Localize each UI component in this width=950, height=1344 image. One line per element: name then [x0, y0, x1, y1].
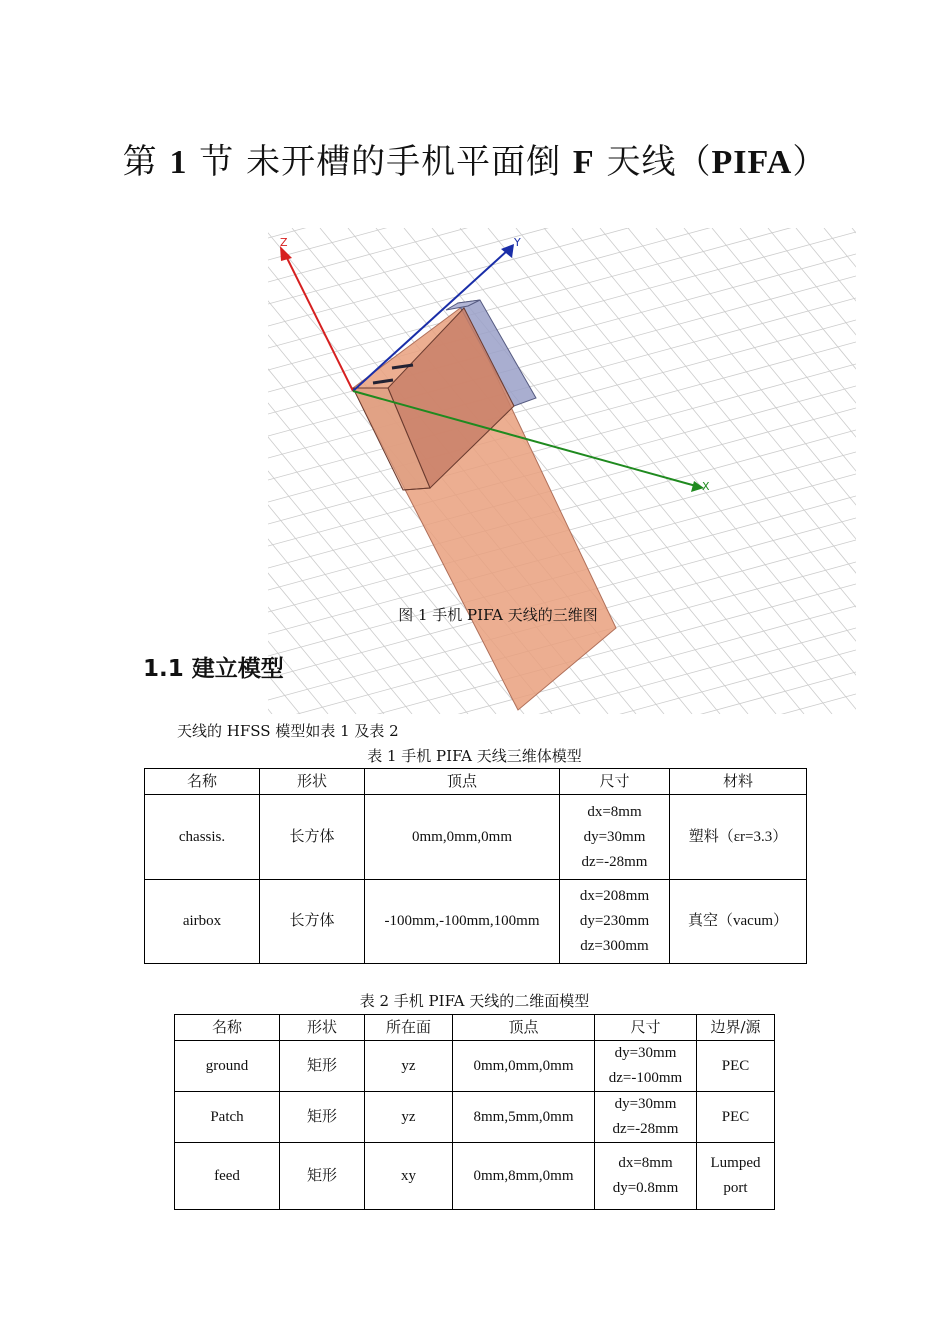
col-boundary: 边界/源 [697, 1015, 775, 1041]
size-line: dz=-28mm [581, 853, 648, 870]
axis-z-label: Z [280, 236, 288, 249]
cell-size [595, 1041, 697, 1092]
size-line: dz=-100mm [608, 1070, 683, 1086]
title-abbr: PIFA [711, 144, 793, 181]
cell-name: chassis. [145, 795, 260, 880]
cell-vertex: 0mm,0mm,0mm [453, 1041, 595, 1092]
col-plane: 所在面 [365, 1015, 453, 1041]
pifa-3d-figure [268, 228, 856, 714]
table-row [175, 1143, 775, 1210]
table-row [145, 880, 807, 964]
boundary-line: port [723, 1180, 748, 1196]
table-header-row [145, 769, 807, 795]
intro-text: 天线的 HFSS 模型如表 1 及表 2 [177, 722, 399, 740]
table-row [175, 1041, 775, 1092]
size-line: dy=30mm [614, 1096, 677, 1112]
size-line: dy=30mm [614, 1045, 677, 1061]
cell-boundary [697, 1041, 775, 1092]
boundary-line: PEC [721, 1057, 750, 1074]
cell-plane: yz [365, 1041, 453, 1092]
cell-vertex: -100mm,-100mm,100mm [365, 880, 560, 964]
axis-y-label: Y [514, 236, 521, 249]
cell-material: 塑料（εr=3.3） [670, 795, 807, 880]
size-line: dy=230mm [579, 913, 650, 929]
table-row [145, 795, 807, 880]
cell-size [595, 1092, 697, 1143]
cell-vertex: 8mm,5mm,0mm [453, 1092, 595, 1143]
size-line: dx=8mm [618, 1155, 673, 1171]
col-name: 名称 [145, 769, 260, 795]
cell-name: ground [175, 1041, 280, 1092]
title-letter: F [572, 144, 595, 181]
cell-boundary [697, 1092, 775, 1143]
title-middle: 节 未开槽的手机平面倒 [187, 142, 573, 182]
col-size: 尺寸 [560, 769, 670, 795]
cell-shape: 长方体 [260, 880, 365, 964]
cell-shape: 矩形 [280, 1041, 365, 1092]
table-3d-models [144, 768, 807, 964]
axis-z [280, 236, 353, 391]
title-prefix: 第 [122, 142, 170, 182]
page-title [0, 134, 950, 183]
table1-caption: 表 1 手机 PIFA 天线三维体模型 [367, 747, 582, 765]
boundary-line: Lumped [710, 1155, 761, 1171]
figure-caption: 图 1 手机 PIFA 天线的三维图 [398, 606, 598, 624]
table-2d-models [174, 1014, 775, 1210]
cell-shape: 长方体 [260, 795, 365, 880]
size-line: dz=300mm [580, 938, 649, 954]
cell-shape: 矩形 [280, 1143, 365, 1210]
cell-material: 真空（vacum） [670, 880, 807, 964]
cell-size [560, 880, 670, 964]
section-heading: 1.1 建立模型 [143, 656, 284, 682]
table-row [175, 1092, 775, 1143]
col-name: 名称 [175, 1015, 280, 1041]
cell-vertex: 0mm,0mm,0mm [365, 795, 560, 880]
cell-shape: 矩形 [280, 1092, 365, 1143]
cell-plane: xy [365, 1143, 453, 1210]
size-line: dz=-28mm [612, 1121, 679, 1137]
cell-boundary [697, 1143, 775, 1210]
cell-plane: yz [365, 1092, 453, 1143]
cell-name: airbox [145, 880, 260, 964]
size-line: dy=0.8mm [612, 1180, 679, 1196]
cell-name: feed [175, 1143, 280, 1210]
cell-vertex: 0mm,8mm,0mm [453, 1143, 595, 1210]
axis-x-label: X [702, 480, 710, 493]
size-line: dx=208mm [579, 888, 650, 904]
table2-caption: 表 2 手机 PIFA 天线的二维面模型 [359, 992, 590, 1010]
title-suffix: 天线（ [594, 142, 712, 182]
title-number: 1 [169, 144, 188, 181]
size-line: dx=8mm [587, 803, 642, 820]
title-close: ） [792, 142, 828, 182]
col-shape: 形状 [280, 1015, 365, 1041]
table-header-row [175, 1015, 775, 1041]
col-vertex: 顶点 [365, 769, 560, 795]
boundary-line: PEC [721, 1108, 750, 1125]
cell-name: Patch [175, 1092, 280, 1143]
cell-size [560, 795, 670, 880]
col-shape: 形状 [260, 769, 365, 795]
cell-size [595, 1143, 697, 1210]
col-material: 材料 [670, 769, 807, 795]
col-size: 尺寸 [595, 1015, 697, 1041]
col-vertex: 顶点 [453, 1015, 595, 1041]
size-line: dy=30mm [583, 828, 646, 845]
